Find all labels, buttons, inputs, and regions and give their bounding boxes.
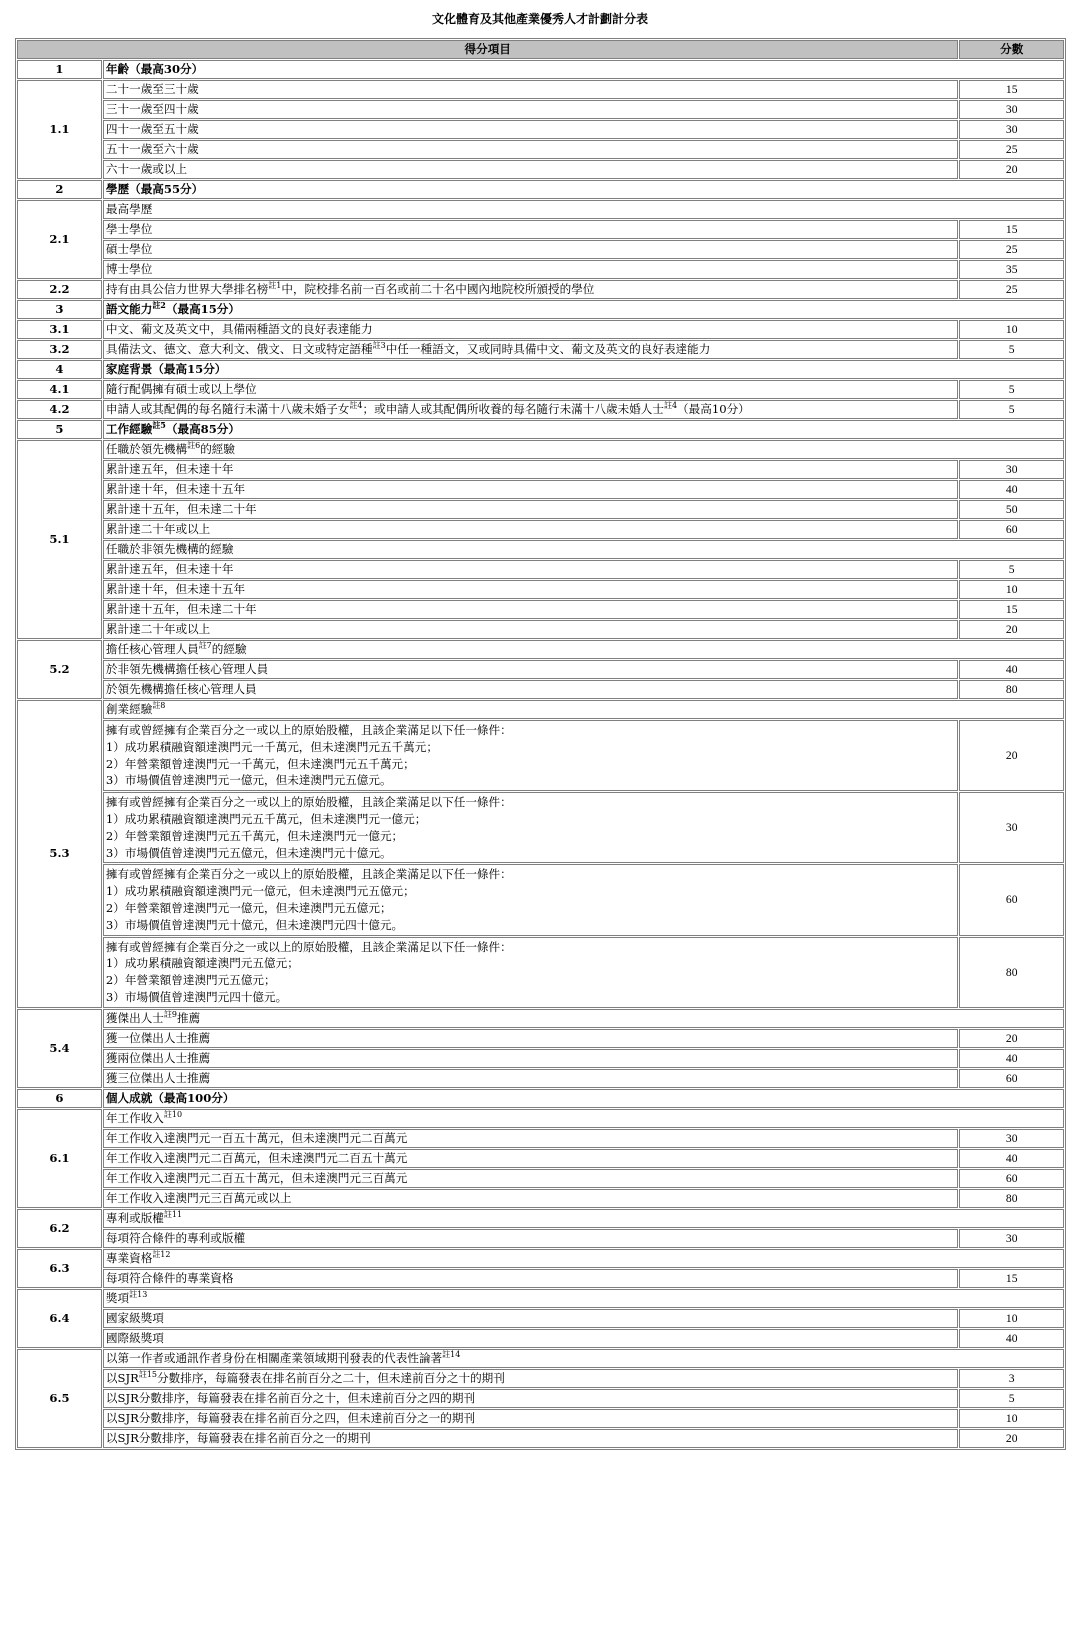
- item-cell: [103, 260, 958, 279]
- condition-line: 1）成功累積融資額達澳門元一億元，但未達澳門元五億元；: [105, 884, 415, 899]
- footnote-ref: 註7: [198, 641, 212, 651]
- item-text: 以SJR分數排序，每篇發表在排名前百分之四，但未達前百分之一的期刊: [105, 1410, 476, 1425]
- item-code: 6.5: [17, 1349, 102, 1448]
- item-text: 任職於非領先機構的經驗: [105, 542, 234, 556]
- item-cell: [103, 540, 1064, 559]
- item-code: 5.2: [17, 640, 102, 699]
- item-text-tail: （最高10分）: [677, 402, 750, 416]
- condition-line: 1）成功累積融資額達澳門元一千萬元，但未達澳門元五千萬元；: [105, 739, 438, 754]
- item-text: 三十一歲至四十歲: [105, 102, 199, 116]
- score-cell: 15: [959, 600, 1064, 619]
- item-text: 二十一歲至三十歲: [105, 82, 199, 96]
- footnote-ref: 註13: [129, 1289, 148, 1299]
- item-cell: [103, 1229, 958, 1248]
- item-cell: [103, 520, 958, 539]
- score-cell: 25: [959, 240, 1064, 259]
- item-text: 獎項: [105, 1290, 130, 1305]
- item-cell: [103, 100, 958, 119]
- table-row: [17, 560, 1064, 579]
- item-cell: [103, 1209, 1064, 1228]
- item-text: 博士學位: [105, 262, 153, 276]
- item-cell: [103, 600, 958, 619]
- item-cell: [103, 460, 958, 479]
- item-text: 擔任核心管理人員: [105, 642, 199, 656]
- condition-line: 1）成功累積融資額達澳門元五千萬元，但未達澳門元一億元；: [105, 811, 427, 826]
- condition-line: 擁有或曾經擁有企業百分之一或以上的原始股權，且該企業滿足以下任一條件：: [105, 723, 512, 737]
- item-cell: [103, 864, 958, 935]
- item-text: 累計達五年，但未達十年: [105, 462, 234, 476]
- footnote-ref: 註9: [163, 1009, 177, 1019]
- item-text: 年工作收入達澳門元二百五十萬元，但未達澳門元三百萬元: [105, 1170, 408, 1185]
- score-cell: 60: [959, 1169, 1064, 1188]
- page-title: 文化體育及其他產業優秀人才計劃計分表: [431, 12, 648, 26]
- score-cell: 30: [959, 1129, 1064, 1148]
- score-cell: 30: [959, 100, 1064, 119]
- item-text: 以SJR分數排序，每篇發表在排名前百分之十，但未達前百分之四的期刊: [105, 1390, 476, 1405]
- item-code: 4.1: [17, 380, 102, 399]
- table-row: [17, 1149, 1064, 1168]
- score-cell: 10: [959, 580, 1064, 599]
- item-code: 1.1: [17, 80, 102, 179]
- table-row: [17, 320, 1064, 339]
- item-text: 累計達十年，但未達十五年: [105, 582, 246, 596]
- score-cell: 60: [959, 1069, 1064, 1088]
- table-row: [17, 520, 1064, 539]
- item-cell: [103, 340, 958, 359]
- table-row: [17, 260, 1064, 279]
- score-cell: 30: [959, 1229, 1064, 1248]
- header-item: 得分項目: [17, 40, 958, 59]
- table-row: [17, 1309, 1064, 1328]
- table-row: [17, 1049, 1064, 1068]
- table-row: [17, 680, 1064, 699]
- item-text: 六十一歲或以上: [105, 162, 188, 176]
- item-cell: [103, 500, 958, 519]
- item-text: 五十一歲至六十歲: [105, 142, 199, 156]
- section-code: 5: [17, 420, 102, 439]
- item-text: 以SJR: [105, 1370, 139, 1385]
- score-cell: 15: [959, 220, 1064, 239]
- score-cell: 80: [959, 1189, 1064, 1208]
- item-cell: [103, 140, 958, 159]
- section-label: [103, 420, 1064, 439]
- item-cell: [103, 160, 958, 179]
- item-text: 年工作收入達澳門元三百萬元或以上: [105, 1190, 292, 1205]
- footnote-ref: 註3: [372, 341, 386, 351]
- table-row: [17, 1129, 1064, 1148]
- item-code: 6.2: [17, 1209, 102, 1248]
- score-cell: 15: [959, 1269, 1064, 1288]
- score-cell: 35: [959, 260, 1064, 279]
- item-cell: [103, 240, 958, 259]
- footnote-ref: 註4: [663, 401, 678, 411]
- table-row: [17, 1329, 1064, 1348]
- section-label: [103, 60, 1064, 79]
- section-row: [17, 360, 1064, 379]
- section-label-text: 家庭背景（最高15分）: [105, 362, 227, 376]
- table-row: [17, 1209, 1064, 1228]
- section-label: [103, 1089, 1064, 1108]
- score-cell: 40: [959, 480, 1064, 499]
- item-text: 年工作收入達澳門元二百萬元，但未達澳門元二百五十萬元: [105, 1150, 408, 1165]
- item-cell: [103, 1009, 1064, 1028]
- section-code: 1: [17, 60, 102, 79]
- item-code: 6.4: [17, 1289, 102, 1348]
- section-row: [17, 300, 1064, 319]
- item-text: 四十一歲至五十歲: [105, 122, 199, 136]
- item-code: 3.2: [17, 340, 102, 359]
- item-text: 申請人或其配偶的每名隨行未滿十八歲未婚子女: [105, 402, 350, 416]
- table-row: [17, 340, 1064, 359]
- section-row: [17, 420, 1064, 439]
- table-row: [17, 660, 1064, 679]
- item-text-tail: 的經驗: [200, 442, 235, 456]
- item-text-tail: 中任一種語文，又或同時具備中文、葡文及英文的良好表達能力: [385, 342, 711, 356]
- score-cell: 30: [959, 792, 1064, 863]
- item-cell: [103, 320, 958, 339]
- item-cell: [103, 1289, 1064, 1308]
- table-row: [17, 500, 1064, 519]
- item-text: 累計達十五年，但未達二十年: [105, 502, 257, 516]
- table-row: [17, 1229, 1064, 1248]
- score-cell: 5: [959, 560, 1064, 579]
- table-row: [17, 1349, 1064, 1368]
- score-cell: 15: [959, 80, 1064, 99]
- item-cell: [103, 1369, 958, 1388]
- item-cell: [103, 120, 958, 139]
- section-label-text: 學歷（最高55分）: [105, 182, 204, 196]
- item-cell: [103, 1049, 958, 1068]
- item-cell: [103, 1249, 1064, 1268]
- item-code: 3.1: [17, 320, 102, 339]
- item-text-tail: 分數排序，每篇發表在排名前百分之二十，但未達前百分之十的期刊: [157, 1370, 505, 1385]
- score-cell: 5: [959, 1389, 1064, 1408]
- table-row: [17, 380, 1064, 399]
- item-code: 2.2: [17, 280, 102, 299]
- score-cell: 25: [959, 140, 1064, 159]
- score-cell: 40: [959, 660, 1064, 679]
- item-cell: [103, 720, 958, 791]
- table-row: [17, 1409, 1064, 1428]
- item-cell: [103, 1169, 958, 1188]
- table-row: [17, 1169, 1064, 1188]
- condition-line: 1）成功累積融資額達澳門元五億元；: [105, 956, 299, 971]
- item-text-tail: 推薦: [177, 1010, 201, 1025]
- item-text: 於領先機構擔任核心管理人員: [105, 682, 257, 696]
- section-label: [103, 180, 1064, 199]
- condition-line: 3）市場價值曾達澳門元四十億元。: [105, 989, 288, 1004]
- condition-line: 2）年營業額曾達澳門元五億元；: [105, 973, 276, 988]
- section-label-text: 語文能力: [105, 302, 153, 316]
- table-row: [17, 620, 1064, 639]
- table-row: [17, 1369, 1064, 1388]
- score-cell: 10: [959, 1309, 1064, 1328]
- item-cell: [103, 400, 958, 419]
- section-label-tail: （最高85分）: [165, 422, 240, 436]
- item-text: 任職於領先機構: [105, 442, 188, 456]
- table-row: [17, 100, 1064, 119]
- footnote-ref: 註4: [349, 401, 363, 411]
- item-text: 隨行配偶擁有碩士或以上學位: [105, 382, 257, 396]
- item-cell: [103, 700, 1064, 719]
- table-row: [17, 1069, 1064, 1088]
- item-text: 累計達二十年或以上: [105, 622, 211, 636]
- item-text: 年工作收入: [105, 1110, 164, 1125]
- item-cell: [103, 1409, 958, 1428]
- item-text: 碩士學位: [105, 242, 153, 256]
- table-row: [17, 80, 1064, 99]
- footnote-ref: 註2: [152, 300, 166, 311]
- item-code: 4.2: [17, 400, 102, 419]
- table-row: [17, 1009, 1064, 1028]
- condition-line: 2）年營業額曾達澳門元一千萬元，但未達澳門元五千萬元；: [105, 756, 415, 771]
- table-row: [17, 700, 1064, 719]
- item-text: 中文、葡文及英文中，具備兩種語文的良好表達能力: [105, 322, 373, 336]
- item-cell: [103, 1189, 958, 1208]
- score-cell: 20: [959, 1429, 1064, 1448]
- item-text: 專業資格: [105, 1250, 153, 1265]
- section-label-text: 工作經驗: [105, 422, 153, 436]
- item-text: 累計達十年，但未達十五年: [105, 482, 246, 496]
- table-row: [17, 460, 1064, 479]
- table-row: [17, 1389, 1064, 1408]
- section-label: [103, 300, 1064, 319]
- table-row: [17, 140, 1064, 159]
- header-score: 分數: [959, 40, 1064, 59]
- item-cell: [103, 1269, 958, 1288]
- item-cell: [103, 280, 958, 299]
- score-cell: 60: [959, 864, 1064, 935]
- item-cell: [103, 1389, 958, 1408]
- item-text: 累計達二十年或以上: [105, 522, 211, 536]
- table-row: [17, 937, 1064, 1008]
- score-cell: 60: [959, 520, 1064, 539]
- score-cell: 40: [959, 1149, 1064, 1168]
- section-code: 6: [17, 1089, 102, 1108]
- item-text: 學士學位: [105, 222, 153, 236]
- table-row: [17, 440, 1064, 459]
- score-cell: 20: [959, 160, 1064, 179]
- table-row: [17, 160, 1064, 179]
- table-row: [17, 1249, 1064, 1268]
- section-label-text: 年齡（最高30分）: [105, 62, 204, 76]
- item-cell: [103, 792, 958, 863]
- table-row: [17, 1429, 1064, 1448]
- footnote-ref: 註11: [163, 1209, 183, 1219]
- footnote-ref: 註5: [152, 420, 166, 431]
- item-cell: [103, 1129, 958, 1148]
- section-row: [17, 60, 1064, 79]
- score-cell: 20: [959, 720, 1064, 791]
- score-cell: 20: [959, 620, 1064, 639]
- footnote-ref: 註6: [187, 441, 201, 451]
- table-row: [17, 720, 1064, 791]
- item-cell: [103, 480, 958, 499]
- condition-line: 擁有或曾經擁有企業百分之一或以上的原始股權，且該企業滿足以下任一條件：: [105, 795, 512, 810]
- score-cell: 10: [959, 1409, 1064, 1428]
- table-row: [17, 540, 1064, 559]
- score-cell: 80: [959, 937, 1064, 1008]
- section-code: 2: [17, 180, 102, 199]
- score-cell: 50: [959, 500, 1064, 519]
- item-text: 年工作收入達澳門元一百五十萬元，但未達澳門元二百萬元: [105, 1130, 408, 1145]
- table-row: [17, 1289, 1064, 1308]
- score-cell: 20: [959, 1029, 1064, 1048]
- item-code: 6.1: [17, 1109, 102, 1208]
- table-row: [17, 1029, 1064, 1048]
- condition-line: 3）市場價值曾達澳門元十億元，但未達澳門元四十億元。: [105, 917, 404, 932]
- item-text: 於非領先機構擔任核心管理人員: [105, 662, 269, 676]
- item-cell: [103, 440, 1064, 459]
- score-table: [15, 38, 1066, 1450]
- item-text: 每項符合條件的專利或版權: [105, 1230, 246, 1245]
- condition-line: 2）年營業額曾達澳門元一億元，但未達澳門元五億元；: [105, 900, 392, 915]
- item-text: 國家級獎項: [105, 1310, 164, 1325]
- item-cell: [103, 1349, 1064, 1368]
- item-text: 獲一位傑出人士推薦: [105, 1030, 211, 1045]
- item-cell: [103, 580, 958, 599]
- section-code: 4: [17, 360, 102, 379]
- item-text: 以第一作者或通訊作者身份在相關產業領域期刊發表的代表性論著: [105, 1350, 443, 1365]
- score-cell: 5: [959, 380, 1064, 399]
- item-text-tail: 的經驗: [211, 642, 247, 656]
- item-cell: [103, 1029, 958, 1048]
- section-label-tail: （最高15分）: [165, 302, 240, 316]
- item-cell: [103, 680, 958, 699]
- item-text: 獲傑出人士: [105, 1010, 164, 1025]
- condition-line: 2）年營業額曾達澳門元五千萬元，但未達澳門元一億元；: [105, 828, 404, 843]
- score-cell: 40: [959, 1049, 1064, 1068]
- condition-line: 3）市場價值曾達澳門元一億元，但未達澳門元五億元。: [105, 773, 392, 788]
- table-row: [17, 864, 1064, 935]
- table-row: [17, 1109, 1064, 1128]
- table-row: [17, 240, 1064, 259]
- item-cell: [103, 640, 1064, 659]
- footnote-ref: 註10: [163, 1109, 183, 1119]
- table-row: [17, 600, 1064, 619]
- table-header-row: [17, 40, 1064, 59]
- item-text: 持有由具公信力世界大學排名榜: [105, 282, 269, 296]
- table-row: [17, 400, 1064, 419]
- item-cell: [103, 560, 958, 579]
- score-table-wrapper: [15, 38, 1066, 1450]
- score-cell: 3: [959, 1369, 1064, 1388]
- table-body: [17, 60, 1064, 1448]
- item-text: 最高學歷: [105, 202, 153, 216]
- item-cell: [103, 80, 958, 99]
- score-cell: 30: [959, 120, 1064, 139]
- footnote-ref: 註15: [138, 1369, 158, 1379]
- section-row: [17, 1089, 1064, 1108]
- table-row: [17, 792, 1064, 863]
- item-cell: [103, 1149, 958, 1168]
- footnote-ref: 註12: [152, 1249, 171, 1259]
- section-label: [103, 360, 1064, 379]
- condition-line: 擁有或曾經擁有企業百分之一或以上的原始股權，且該企業滿足以下任一條件：: [105, 939, 512, 954]
- footnote-ref: 註14: [442, 1349, 461, 1359]
- section-row: [17, 180, 1064, 199]
- item-code: 6.3: [17, 1249, 102, 1288]
- item-cell: [103, 1329, 958, 1348]
- score-cell: 80: [959, 680, 1064, 699]
- item-code: 2.1: [17, 200, 102, 279]
- table-row: [17, 580, 1064, 599]
- item-text-tail: ；或申請人或其配偶所收養的每名隨行未滿十八歲未婚人士: [362, 402, 664, 416]
- item-text: 創業經驗: [105, 702, 153, 716]
- table-row: [17, 480, 1064, 499]
- item-cell: [103, 937, 958, 1008]
- item-code: 5.3: [17, 700, 102, 1008]
- score-cell: 40: [959, 1329, 1064, 1348]
- score-cell: 5: [959, 400, 1064, 419]
- score-cell: 25: [959, 280, 1064, 299]
- score-cell: 10: [959, 320, 1064, 339]
- section-code: 3: [17, 300, 102, 319]
- item-text: 獲兩位傑出人士推薦: [105, 1050, 211, 1065]
- score-cell: 5: [959, 340, 1064, 359]
- item-cell: [103, 620, 958, 639]
- item-text: 國際級獎項: [105, 1330, 164, 1345]
- item-text: 具備法文、德文、意大利文、俄文、日文或特定語種: [105, 342, 373, 356]
- item-cell: [103, 1429, 958, 1448]
- item-code: 5.4: [17, 1009, 102, 1088]
- item-code: 5.1: [17, 440, 102, 639]
- item-cell: [103, 1109, 1064, 1128]
- item-text: 每項符合條件的專業資格: [105, 1270, 234, 1285]
- item-cell: [103, 220, 958, 239]
- table-row: [17, 220, 1064, 239]
- section-label-text: 個人成就（最高100分）: [105, 1090, 235, 1105]
- item-text: 以SJR分數排序，每篇發表在排名前百分之一的期刊: [105, 1430, 371, 1445]
- table-row: [17, 280, 1064, 299]
- table-row: [17, 1269, 1064, 1288]
- table-row: [17, 640, 1064, 659]
- table-row: [17, 1189, 1064, 1208]
- table-row: [17, 120, 1064, 139]
- footnote-ref: 註1: [268, 281, 282, 291]
- score-cell: 30: [959, 460, 1064, 479]
- item-cell: [103, 1069, 958, 1088]
- item-text: 專利或版權: [105, 1210, 164, 1225]
- table-row: [17, 200, 1064, 219]
- item-cell: [103, 1309, 958, 1328]
- item-cell: [103, 380, 958, 399]
- item-cell: [103, 660, 958, 679]
- item-text: 獲三位傑出人士推薦: [105, 1070, 211, 1085]
- item-cell: [103, 200, 1064, 219]
- condition-line: 擁有或曾經擁有企業百分之一或以上的原始股權，且該企業滿足以下任一條件：: [105, 867, 512, 882]
- condition-line: 3）市場價值曾達澳門元五億元，但未達澳門元十億元。: [105, 845, 392, 860]
- item-text: 累計達十五年，但未達二十年: [105, 602, 257, 616]
- item-text-tail: 中，院校排名前一百名或前二十名中國內地院校所頒授的學位: [281, 282, 595, 296]
- item-text: 累計達五年，但未達十年: [105, 562, 234, 576]
- footnote-ref: 註8: [152, 701, 166, 711]
